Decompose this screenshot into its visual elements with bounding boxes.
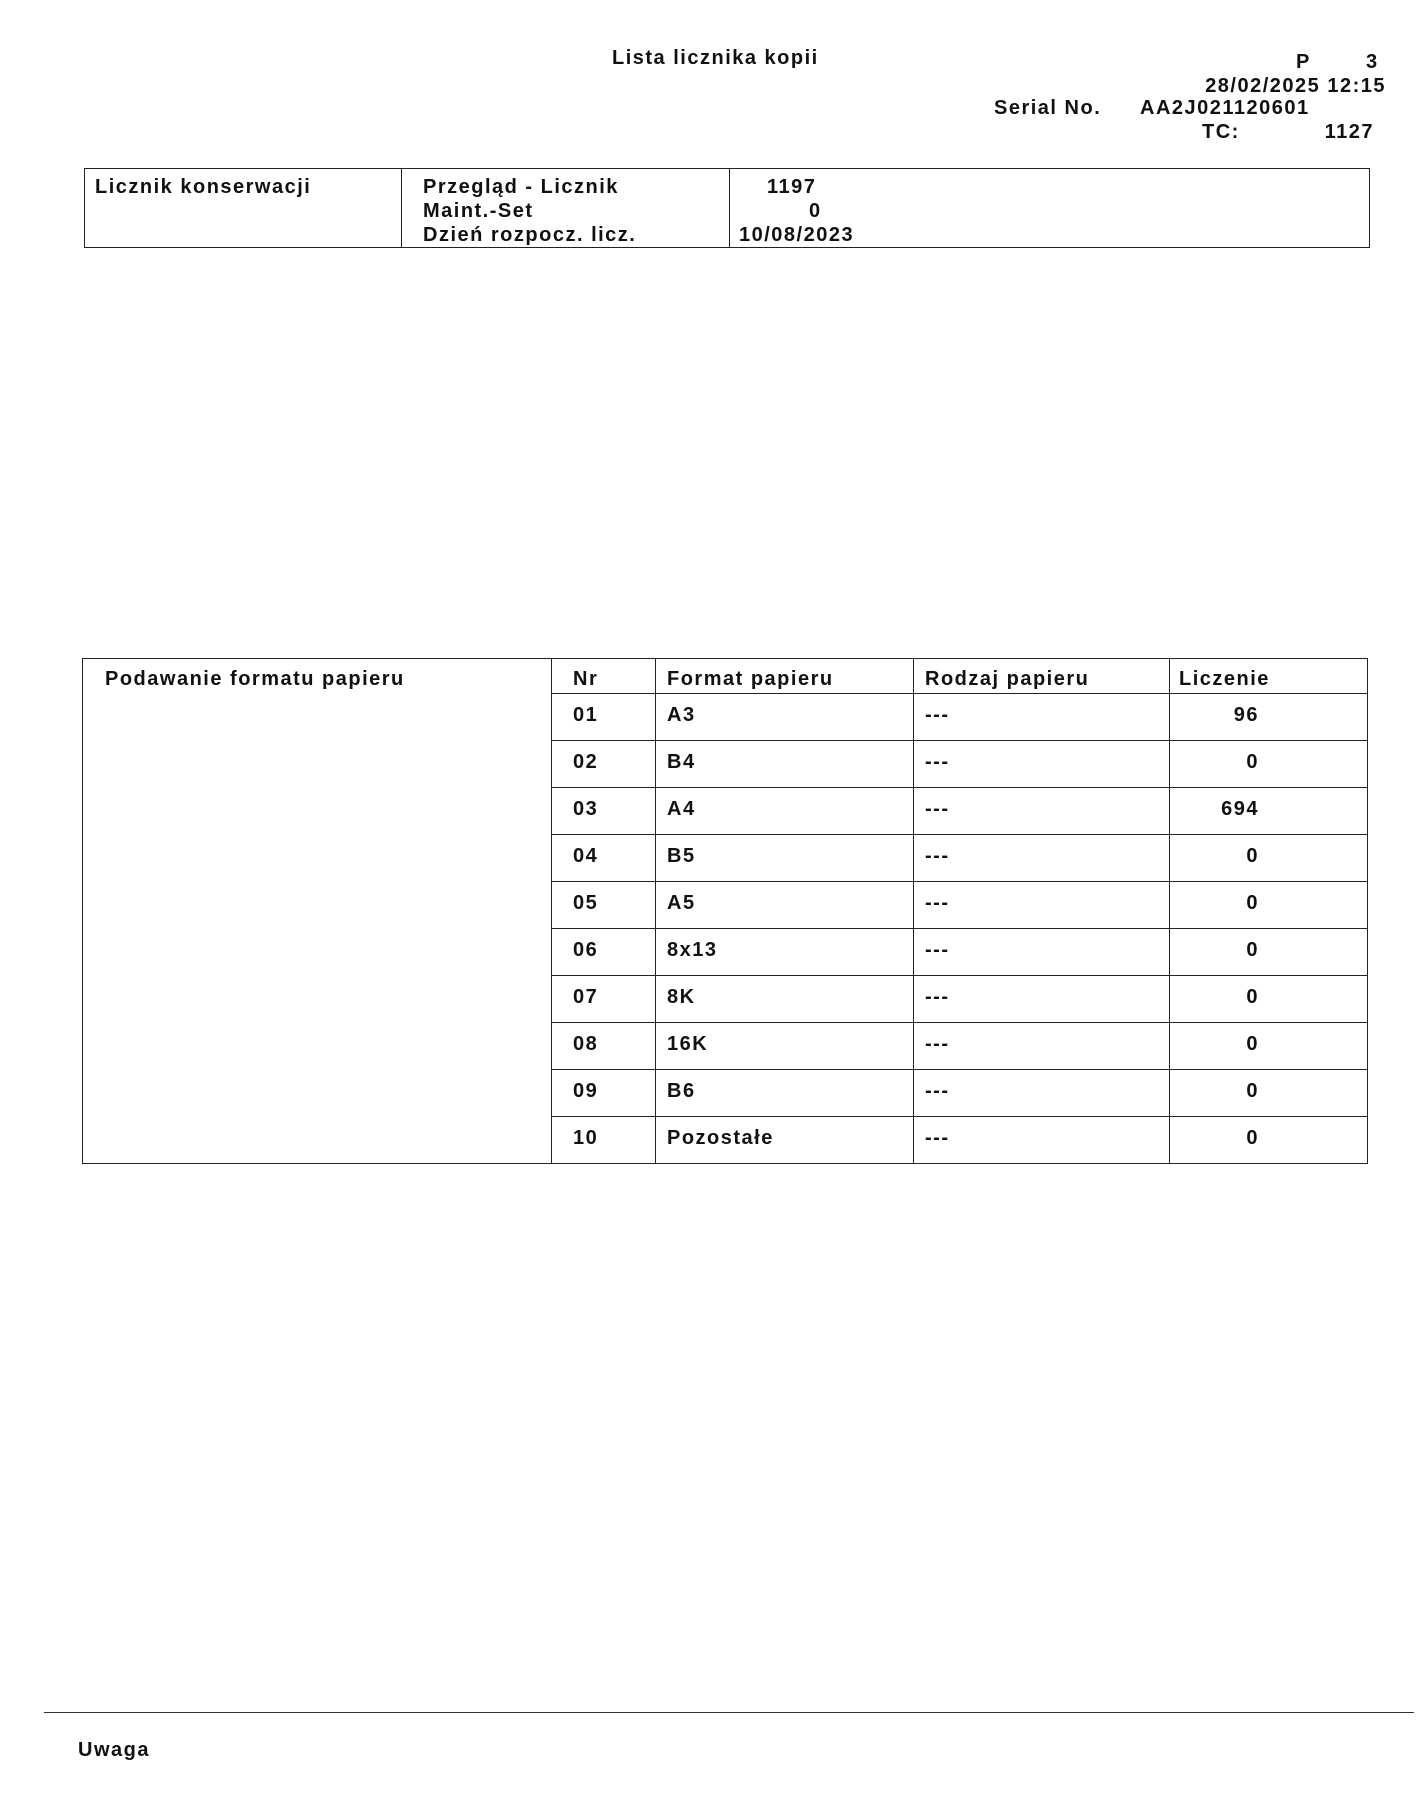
page-number: 3: [1366, 51, 1379, 73]
row-format: A5: [667, 892, 696, 914]
maintenance-row-label: Dzień rozpocz. licz.: [423, 224, 637, 246]
row-divider: [551, 1116, 1367, 1117]
page-title: Lista licznika kopii: [612, 47, 819, 69]
row-divider: [551, 1022, 1367, 1023]
row-nr: 10: [573, 1127, 599, 1149]
maintenance-row-value: 10/08/2023: [739, 224, 855, 246]
row-divider: [551, 975, 1367, 976]
row-type: ---: [925, 939, 950, 961]
row-format: 8x13: [667, 939, 718, 961]
maintenance-row-label: Przegląd - Licznik: [423, 176, 619, 198]
row-count: 0: [1246, 892, 1259, 914]
footer-note-label: Uwaga: [78, 1739, 150, 1761]
tc-value: 1127: [1324, 121, 1374, 143]
row-format: Pozostałe: [667, 1127, 774, 1149]
maintenance-counter-box: [84, 168, 1370, 248]
serial-value: AA2J021120601: [1140, 97, 1310, 119]
row-format: 16K: [667, 1033, 709, 1055]
row-divider: [551, 787, 1367, 788]
row-nr: 03: [573, 798, 599, 820]
row-type: ---: [925, 751, 950, 773]
row-format: B5: [667, 845, 696, 867]
paper-section-label: Podawanie formatu papieru: [105, 668, 405, 690]
row-divider: [551, 881, 1367, 882]
paper-format-table: [82, 658, 1368, 1164]
column-header-type: Rodzaj papieru: [925, 668, 1090, 690]
row-nr: 02: [573, 751, 599, 773]
tc-label: TC:: [1202, 121, 1240, 143]
row-nr: 08: [573, 1033, 599, 1055]
row-divider: [551, 834, 1367, 835]
footer-divider: [44, 1712, 1414, 1713]
column-header-format: Format papieru: [667, 668, 834, 690]
row-count: 0: [1246, 986, 1259, 1008]
row-divider: [551, 693, 1367, 694]
row-type: ---: [925, 986, 950, 1008]
row-type: ---: [925, 845, 950, 867]
column-divider: [655, 659, 656, 1163]
page-label: P: [1296, 51, 1311, 73]
row-nr: 04: [573, 845, 599, 867]
print-datetime: 28/02/2025 12:15: [1205, 75, 1386, 97]
row-format: 8K: [667, 986, 696, 1008]
row-count: 0: [1246, 1080, 1259, 1102]
row-count: 0: [1246, 1033, 1259, 1055]
row-count: 0: [1246, 1127, 1259, 1149]
row-count: 0: [1246, 939, 1259, 961]
row-count: 694: [1221, 798, 1259, 820]
maintenance-section-label: Licznik konserwacji: [95, 176, 312, 198]
column-divider: [729, 169, 730, 247]
maintenance-row-value: 1197: [767, 176, 817, 198]
column-header-count: Liczenie: [1179, 668, 1270, 690]
row-nr: 06: [573, 939, 599, 961]
row-type: ---: [925, 1080, 950, 1102]
row-divider: [551, 1069, 1367, 1070]
row-type: ---: [925, 892, 950, 914]
maintenance-row-value: 0: [809, 200, 822, 222]
row-type: ---: [925, 798, 950, 820]
row-count: 0: [1246, 751, 1259, 773]
row-format: B4: [667, 751, 696, 773]
row-nr: 07: [573, 986, 599, 1008]
row-type: ---: [925, 1127, 950, 1149]
maintenance-row-label: Maint.-Set: [423, 200, 534, 222]
row-divider: [551, 740, 1367, 741]
column-divider: [551, 659, 552, 1163]
row-count: 0: [1246, 845, 1259, 867]
column-header-nr: Nr: [573, 668, 599, 690]
row-type: ---: [925, 704, 950, 726]
row-count: 96: [1233, 704, 1259, 726]
row-nr: 01: [573, 704, 599, 726]
row-divider: [551, 928, 1367, 929]
column-divider: [401, 169, 402, 247]
row-nr: 05: [573, 892, 599, 914]
row-format: A4: [667, 798, 696, 820]
row-nr: 09: [573, 1080, 599, 1102]
serial-label: Serial No.: [994, 97, 1102, 119]
row-type: ---: [925, 1033, 950, 1055]
row-format: B6: [667, 1080, 696, 1102]
row-format: A3: [667, 704, 696, 726]
column-divider: [913, 659, 914, 1163]
